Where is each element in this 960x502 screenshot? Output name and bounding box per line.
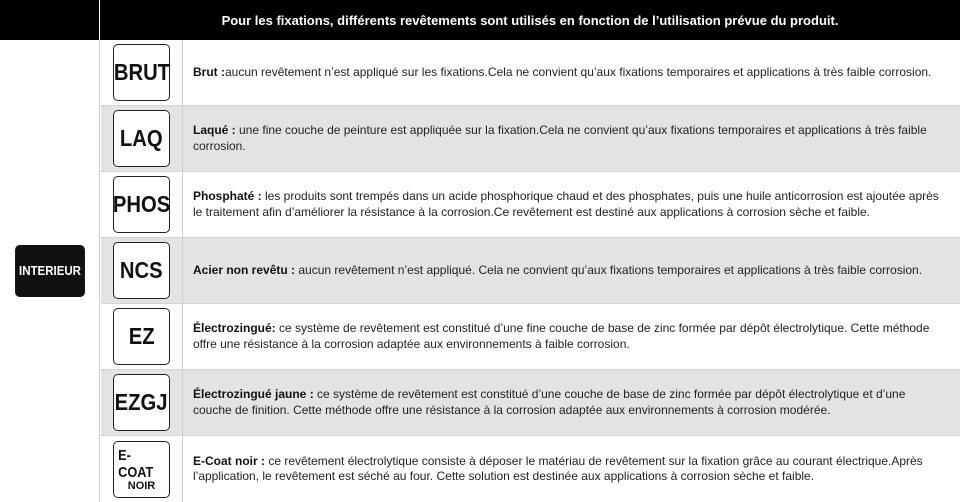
coating-description: ce système de revêtement est constitué d’une fine couche de base de zinc formée par dépôt électrolytique. Cette méthode offre une résistance à la corrosion adaptée aux environnements à faible corrosion. xyxy=(193,321,930,351)
description-cell xyxy=(183,304,960,369)
code-cell xyxy=(101,304,183,369)
code-label: NCS xyxy=(120,257,163,283)
description-cell xyxy=(183,106,960,171)
coating-description: ce revêtement électrolytique consiste à déposer le matériau de revêtement sur la fixation grâce au courant électrique.Après l’application, le revêtement est séché au four. Cette solution est destinée aux applications à corrosion sèche et faible. xyxy=(193,453,923,483)
header-corner xyxy=(0,0,100,40)
code-label: PHOS xyxy=(112,191,171,217)
coating-term: E-Coat noir : xyxy=(193,453,265,468)
coating-description: une fine couche de peinture est appliquée sur la fixation.Cela ne convient qu’aux fixations temporaires et applications à très faible corrosion. xyxy=(193,123,927,153)
code-cell xyxy=(101,106,183,171)
coating-term: Acier non revêtu : xyxy=(193,262,296,277)
table-row xyxy=(101,238,960,304)
code-label: BRUT xyxy=(113,59,170,85)
coating-description: ce système de revêtement est constitué d’une couche de base de zinc formée par dépôt électrolytique et d’une couche de finition. Cette méthode offre une résistance à la corrosion adaptée aux environnements à corrosion modérée. xyxy=(193,387,906,417)
code-sublabel: NOIR xyxy=(127,479,156,492)
code-label: EZ xyxy=(128,323,155,349)
coating-term: Phosphaté : xyxy=(193,189,262,203)
code-cell xyxy=(101,238,183,303)
code-cell xyxy=(101,172,183,237)
code-label: EZGJ xyxy=(115,389,168,415)
code-badge-laq xyxy=(113,110,170,167)
code-cell xyxy=(101,40,183,105)
category-badge: INTERIEUR xyxy=(15,245,85,297)
coating-rows xyxy=(101,40,960,502)
description-cell xyxy=(183,370,960,435)
table-row xyxy=(101,304,960,370)
category-column xyxy=(0,40,100,502)
coating-description: les produits sont trempés dans un acide phosphorique chaud et des phosphates, puis une huile anticorrosion est ajoutée après le traitement afin d’améliorer la résistance à la corrosion.Ce revêtement est destiné aux applications à corrosion sèche et faible. xyxy=(193,189,939,219)
coating-description: aucun revêtement n’est appliqué sur les fixations.Cela ne convient qu’aux fixations temporaires et applications à très faible corrosion. xyxy=(225,64,932,79)
code-badge-ecoat-noir xyxy=(113,441,170,498)
description-cell xyxy=(183,40,960,105)
description-cell xyxy=(183,172,960,237)
coating-term: Laqué : xyxy=(193,123,236,137)
header-title: Pour les fixations, différents revêtements sont utilisés en fonction de l’utilisation prévue du produit. xyxy=(221,12,839,28)
coating-term: Électrozingué jaune : xyxy=(193,387,314,401)
code-cell xyxy=(101,370,183,435)
table-header xyxy=(0,0,960,40)
code-badge-phos xyxy=(113,176,170,233)
table-row xyxy=(101,40,960,106)
table-row xyxy=(101,172,960,238)
coating-description: aucun revêtement n’est appliqué. Cela ne convient qu’aux fixations temporaires et applications à très faible corrosion. xyxy=(295,262,923,277)
table-row xyxy=(101,436,960,502)
code-label: E-COAT xyxy=(118,446,154,481)
coating-term: Électrozingué: xyxy=(193,321,276,335)
code-badge-ncs xyxy=(113,242,170,299)
coating-term: Brut : xyxy=(193,64,225,79)
code-badge-brut xyxy=(113,44,170,101)
code-label: LAQ xyxy=(120,125,163,151)
description-cell xyxy=(183,436,960,502)
code-cell xyxy=(101,436,183,502)
table-row xyxy=(101,370,960,436)
code-badge-ezgj xyxy=(113,374,170,431)
code-badge-ez xyxy=(113,308,170,365)
description-cell xyxy=(183,238,960,303)
table-row xyxy=(101,106,960,172)
